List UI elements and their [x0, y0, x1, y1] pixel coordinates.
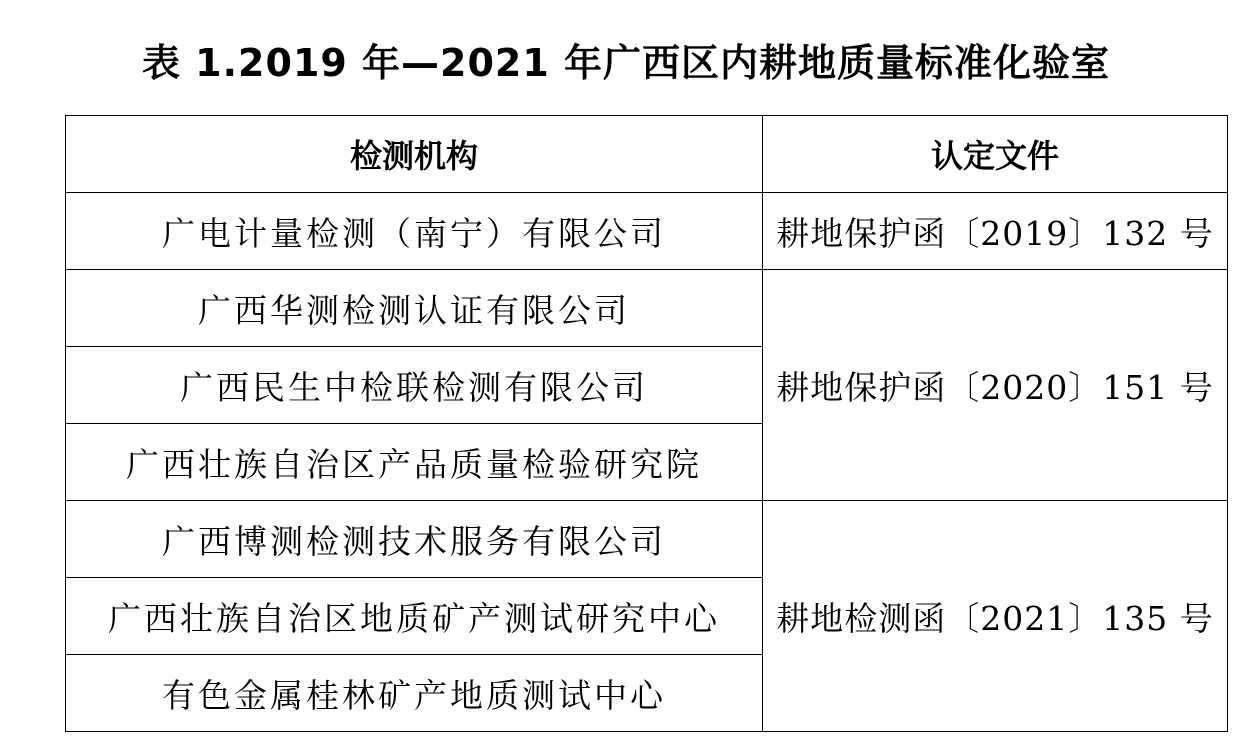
institution-cell: 有色金属桂林矿产地质测试中心: [66, 655, 763, 732]
header-document: 认定文件: [763, 116, 1228, 193]
document-cell: 耕地保护函〔2020〕151 号: [763, 270, 1228, 501]
table-header-row: [66, 116, 1228, 193]
table-row: [66, 501, 1228, 578]
table-row: [66, 270, 1228, 347]
institution-cell: 广西壮族自治区地质矿产测试研究中心: [66, 578, 763, 655]
table-title: 表 1.2019 年—2021 年广西区内耕地质量标准化验室: [141, 41, 1111, 85]
header-institution: 检测机构: [66, 116, 763, 193]
table-row: [66, 193, 1228, 270]
institution-cell: 广西民生中检联检测有限公司: [66, 347, 763, 424]
institution-cell: 广西华测检测认证有限公司: [66, 270, 763, 347]
laboratory-table: [65, 115, 1228, 732]
institution-cell: 广电计量检测（南宁）有限公司: [66, 193, 763, 270]
institution-cell: 广西博测检测技术服务有限公司: [66, 501, 763, 578]
document-cell: 耕地保护函〔2019〕132 号: [763, 193, 1228, 270]
document-cell: 耕地检测函〔2021〕135 号: [763, 501, 1228, 732]
institution-cell: 广西壮族自治区产品质量检验研究院: [66, 424, 763, 501]
